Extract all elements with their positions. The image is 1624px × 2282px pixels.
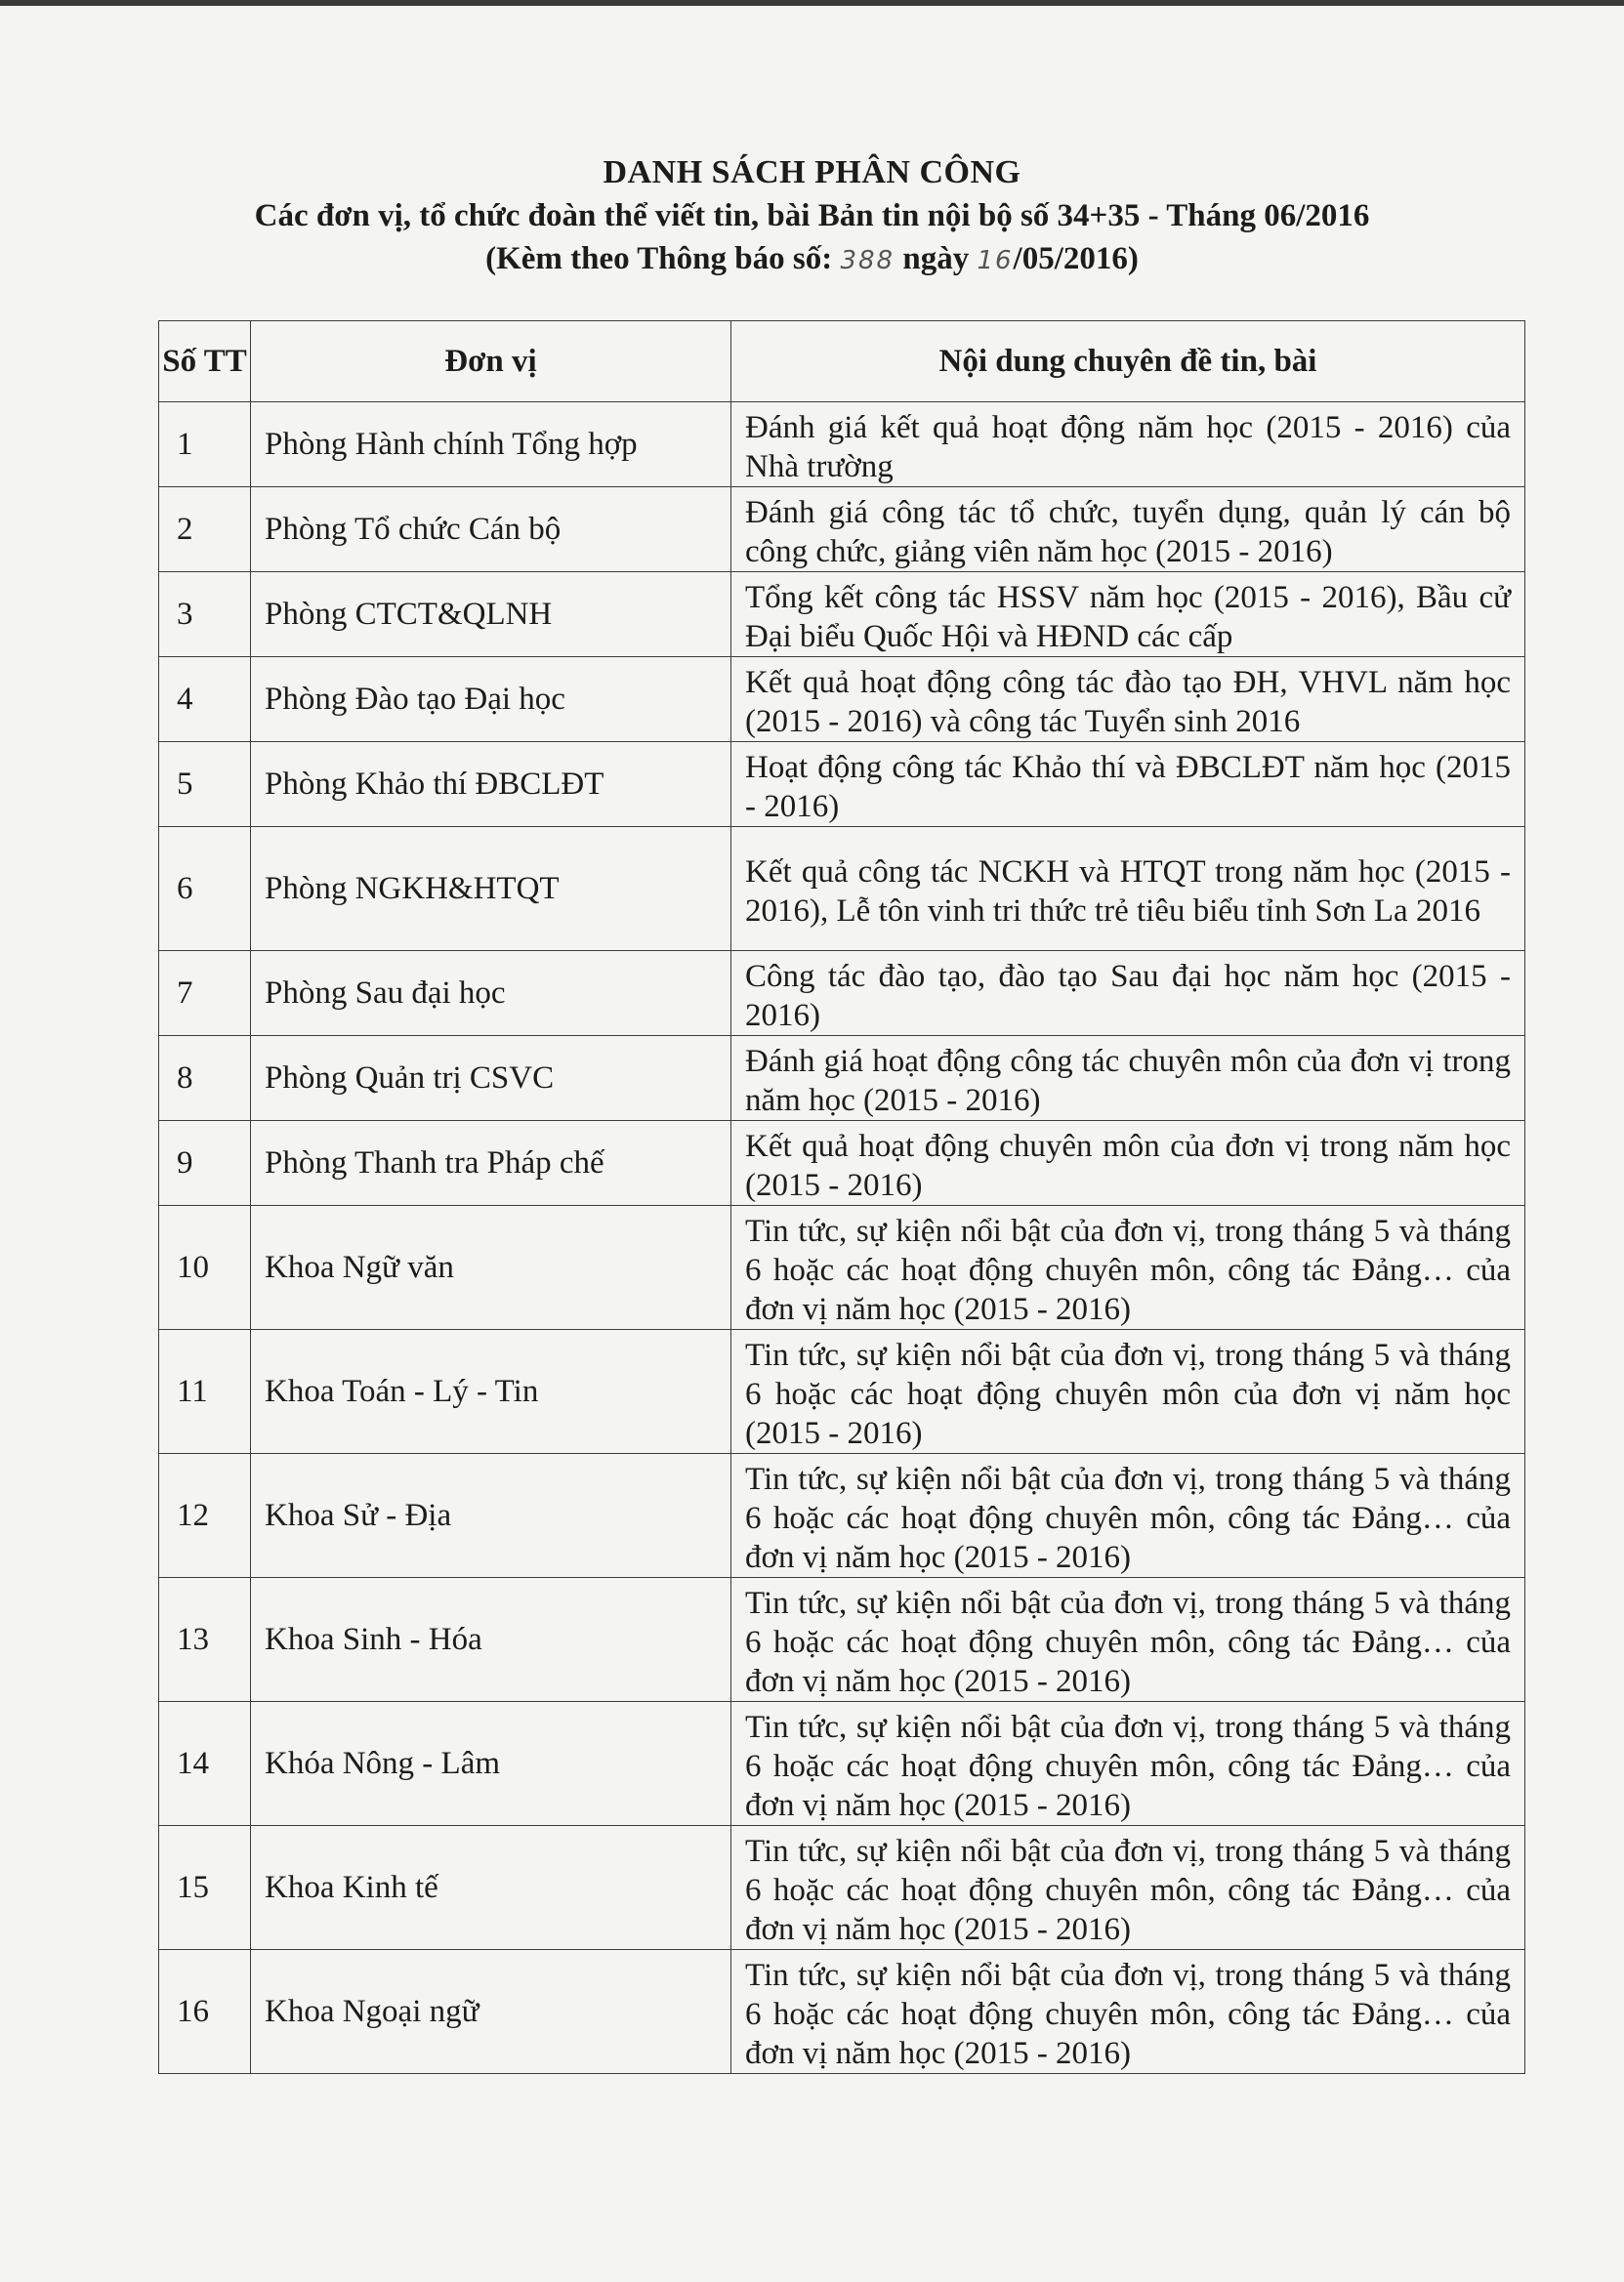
- table-row: [159, 1330, 1525, 1454]
- row-number: 6: [159, 827, 251, 951]
- table-row: [159, 1826, 1525, 1950]
- row-unit: Khoa Ngoại ngữ: [251, 1950, 731, 2074]
- row-content: Kết quả hoạt động công tác đào tạo ĐH, VHVL năm học (2015 - 2016) và công tác Tuyển sinh 2016: [731, 657, 1525, 742]
- row-number: 9: [159, 1121, 251, 1206]
- reference-date-suffix: /05/2016): [1013, 241, 1139, 276]
- row-content: Tổng kết công tác HSSV năm học (2015 - 2016), Bầu cử Đại biểu Quốc Hội và HĐND các cấp: [731, 572, 1525, 657]
- row-content: Tin tức, sự kiện nổi bật của đơn vị, trong tháng 5 và tháng 6 hoặc các hoạt động chuyên môn, công tác Đảng… của đơn vị năm học (2015 - 2016): [731, 1206, 1525, 1330]
- table-row: [159, 1454, 1525, 1578]
- row-unit: Khoa Toán - Lý - Tin: [251, 1330, 731, 1454]
- row-content: Tin tức, sự kiện nổi bật của đơn vị, trong tháng 5 và tháng 6 hoặc các hoạt động chuyên môn, công tác Đảng… của đơn vị năm học (2015 - 2016): [731, 1454, 1525, 1578]
- table-row: [159, 1206, 1525, 1330]
- row-number: 7: [159, 951, 251, 1036]
- row-number: 8: [159, 1036, 251, 1121]
- row-content: Hoạt động công tác Khảo thí và ĐBCLĐT năm học (2015 - 2016): [731, 742, 1525, 827]
- row-content: Tin tức, sự kiện nổi bật của đơn vị, trong tháng 5 và tháng 6 hoặc các hoạt động chuyên môn, công tác Đảng… của đơn vị năm học (2015 - 2016): [731, 1826, 1525, 1950]
- row-number: 12: [159, 1454, 251, 1578]
- reference-number: 388: [840, 246, 895, 275]
- row-content: Kết quả công tác NCKH và HTQT trong năm học (2015 - 2016), Lễ tôn vinh tri thức trẻ tiêu biểu tỉnh Sơn La 2016: [731, 827, 1525, 951]
- reference-date-label: ngày: [902, 241, 970, 276]
- table-row: [159, 402, 1525, 487]
- row-content: Tin tức, sự kiện nổi bật của đơn vị, trong tháng 5 và tháng 6 hoặc các hoạt động chuyên môn của đơn vị năm học (2015 - 2016): [731, 1330, 1525, 1454]
- document-title: DANH SÁCH PHÂN CÔNG: [603, 154, 1021, 190]
- row-number: 3: [159, 572, 251, 657]
- row-unit: Phòng Hành chính Tổng hợp: [251, 402, 731, 487]
- document-subtitle: Các đơn vị, tổ chức đoàn thể viết tin, bài Bản tin nội bộ số 34+35 - Tháng 06/2016: [254, 198, 1370, 233]
- row-content: Tin tức, sự kiện nổi bật của đơn vị, trong tháng 5 và tháng 6 hoặc các hoạt động chuyên môn, công tác Đảng… của đơn vị năm học (2015 - 2016): [731, 1702, 1525, 1826]
- row-content: Đánh giá công tác tổ chức, tuyển dụng, quản lý cán bộ công chức, giảng viên năm học (2015 - 2016): [731, 487, 1525, 572]
- table-row: [159, 572, 1525, 657]
- assignment-table: [158, 320, 1525, 2074]
- row-content: Tin tức, sự kiện nổi bật của đơn vị, trong tháng 5 và tháng 6 hoặc các hoạt động chuyên môn, công tác Đảng… của đơn vị năm học (2015 - 2016): [731, 1950, 1525, 2074]
- document-header: [0, 151, 1624, 282]
- row-unit: Phòng Khảo thí ĐBCLĐT: [251, 742, 731, 827]
- table-row: [159, 657, 1525, 742]
- table-row: [159, 487, 1525, 572]
- row-content: Đánh giá kết quả hoạt động năm học (2015 - 2016) của Nhà trường: [731, 402, 1525, 487]
- document-reference: [0, 237, 1624, 282]
- row-unit: Phòng Thanh tra Pháp chế: [251, 1121, 731, 1206]
- row-number: 14: [159, 1702, 251, 1826]
- row-unit: Phòng Đào tạo Đại học: [251, 657, 731, 742]
- row-content: Kết quả hoạt động chuyên môn của đơn vị trong năm học (2015 - 2016): [731, 1121, 1525, 1206]
- row-unit: Khóa Nông - Lâm: [251, 1702, 731, 1826]
- page-edge: [0, 0, 1624, 6]
- reference-day: 16: [977, 246, 1014, 275]
- table-row: [159, 742, 1525, 827]
- row-unit: Phòng CTCT&QLNH: [251, 572, 731, 657]
- row-number: 16: [159, 1950, 251, 2074]
- row-unit: Phòng Quản trị CSVC: [251, 1036, 731, 1121]
- table-row: [159, 827, 1525, 951]
- row-number: 13: [159, 1578, 251, 1702]
- table-row: [159, 1702, 1525, 1826]
- table-row: [159, 1950, 1525, 2074]
- reference-prefix: (Kèm theo Thông báo số:: [485, 241, 833, 276]
- row-number: 15: [159, 1826, 251, 1950]
- table-row: [159, 951, 1525, 1036]
- row-unit: Phòng Sau đại học: [251, 951, 731, 1036]
- table-row: [159, 1036, 1525, 1121]
- table-row: [159, 1578, 1525, 1702]
- row-number: 1: [159, 402, 251, 487]
- header-no: Số TT: [159, 321, 251, 402]
- table-header-row: [159, 321, 1525, 402]
- row-number: 10: [159, 1206, 251, 1330]
- row-number: 2: [159, 487, 251, 572]
- header-content: Nội dung chuyên đề tin, bài: [731, 321, 1525, 402]
- table-row: [159, 1121, 1525, 1206]
- row-unit: Phòng Tổ chức Cán bộ: [251, 487, 731, 572]
- header-unit: Đơn vị: [251, 321, 731, 402]
- row-number: 11: [159, 1330, 251, 1454]
- row-number: 4: [159, 657, 251, 742]
- row-unit: Khoa Sinh - Hóa: [251, 1578, 731, 1702]
- row-unit: Phòng NGKH&HTQT: [251, 827, 731, 951]
- row-unit: Khoa Ngữ văn: [251, 1206, 731, 1330]
- row-content: Công tác đào tạo, đào tạo Sau đại học năm học (2015 - 2016): [731, 951, 1525, 1036]
- row-content: Đánh giá hoạt động công tác chuyên môn của đơn vị trong năm học (2015 - 2016): [731, 1036, 1525, 1121]
- row-number: 5: [159, 742, 251, 827]
- row-unit: Khoa Sử - Địa: [251, 1454, 731, 1578]
- row-content: Tin tức, sự kiện nổi bật của đơn vị, trong tháng 5 và tháng 6 hoặc các hoạt động chuyên môn, công tác Đảng… của đơn vị năm học (2015 - 2016): [731, 1578, 1525, 1702]
- row-unit: Khoa Kinh tế: [251, 1826, 731, 1950]
